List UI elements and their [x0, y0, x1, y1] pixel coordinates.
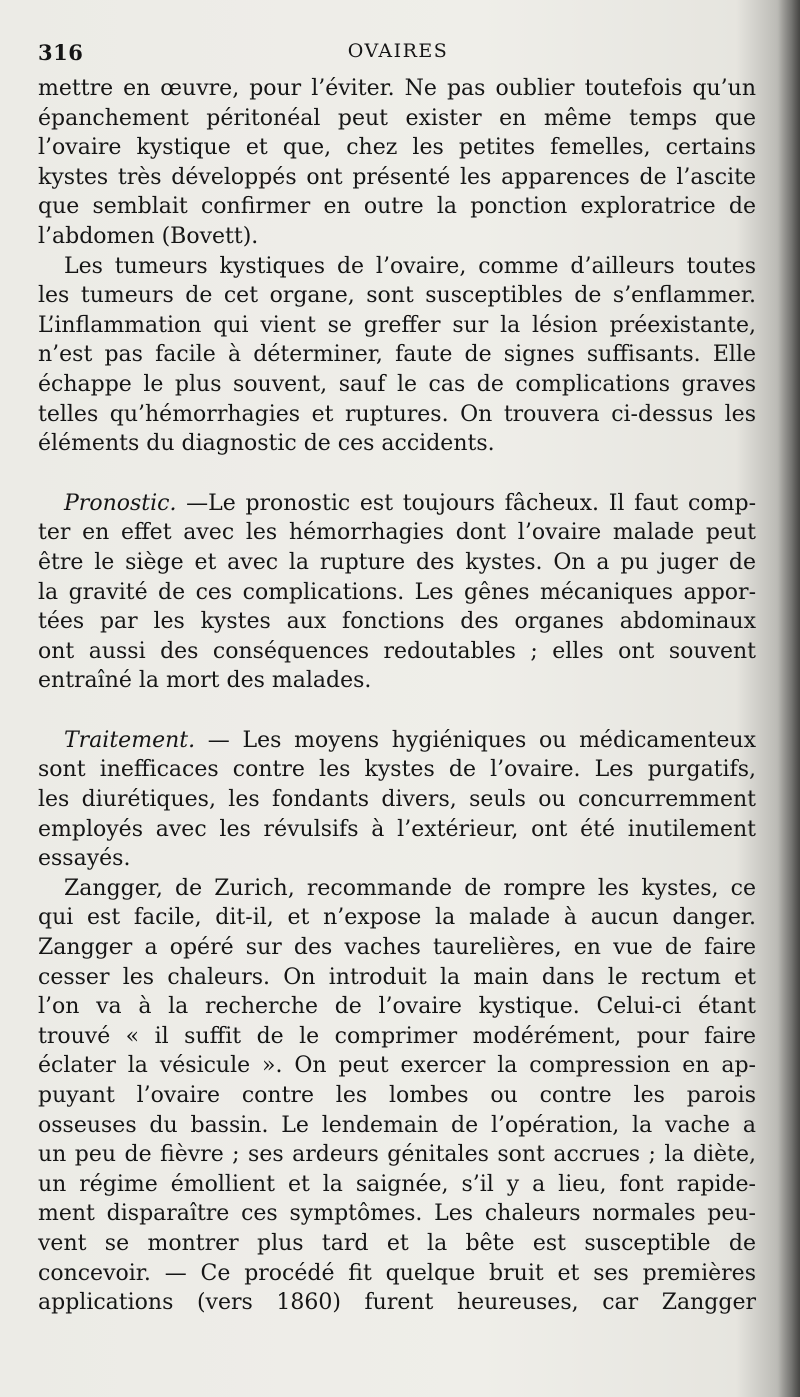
section-gap	[38, 696, 756, 726]
text-line: vent se montrer plus tard et la bête est susceptible de	[38, 1230, 756, 1256]
section-heading-pronostic: Pronostic.	[64, 490, 177, 516]
section-text: — Les moyens hygiéniques ou médicamenteux	[195, 727, 756, 753]
text-line: éléments du diagnostic de ces accidents.	[38, 431, 495, 457]
text-line: n’est pas facile à déterminer, faute de signes suffisants. Elle	[38, 342, 756, 368]
text-line: Zangger, de Zurich, recommande de rompre les kystes, ce	[64, 875, 756, 901]
text-line: trouvé « il suffit de le comprimer modérément, pour faire	[38, 1023, 756, 1049]
text-line: telles qu’hémorrhagies et ruptures. On trouvera ci-dessus les	[38, 401, 756, 427]
text-line: ment disparaître ces symptômes. Les chaleurs normales peu-	[38, 1201, 756, 1227]
text-line: ter en effet avec les hémorrhagies dont l’ovaire malade peut	[38, 520, 756, 546]
text-line: tées par les kystes aux fonctions des organes abdominaux	[38, 609, 756, 635]
body-text	[38, 74, 756, 1318]
text-line: éclater la vésicule ». On peut exercer la compression en ap-	[38, 1053, 756, 1079]
paragraph-ascite	[38, 74, 756, 252]
text-line: kystes très développés ont présenté les apparences de l’ascite	[38, 164, 756, 190]
section-text: —Le pronostic est toujours fâcheux. Il faut comp-	[176, 490, 756, 516]
text-line: applications (vers 1860) furent heureuses, car Zangger	[38, 1290, 756, 1316]
text-line: l’abdomen (Bovett).	[38, 223, 259, 249]
text-line: épanchement péritonéal peut exister en même temps que	[38, 105, 756, 131]
text-line: Les tumeurs kystiques de l’ovaire, comme d’ailleurs toutes	[64, 253, 756, 279]
text-line: essayés.	[38, 846, 131, 872]
page-header	[38, 40, 758, 70]
text-line: ont aussi des conséquences redoutables ; elles ont souvent	[38, 638, 756, 664]
text-line	[38, 726, 756, 756]
paragraph-inflammation	[38, 252, 756, 459]
text-line: concevoir. — Ce procédé fit quelque bruit et ses premières	[38, 1260, 756, 1286]
text-line: échappe le plus souvent, sauf le cas de complications graves	[38, 371, 756, 397]
text-line: la gravité de ces complications. Les gênes mécaniques appor-	[38, 579, 756, 605]
text-line: être le siège et avec la rupture des kystes. On a pu juger de	[38, 549, 756, 575]
section-traitement	[38, 726, 756, 874]
paragraph-zangger	[38, 874, 756, 1318]
text-line: qui est facile, dit-il, et n’expose la malade à aucun danger.	[38, 905, 756, 931]
text-line: l’on va à la recherche de l’ovaire kystique. Celui-ci étant	[38, 994, 756, 1020]
text-line: que semblait confirmer en outre la ponction exploratrice de	[38, 194, 756, 220]
running-title: OVAIRES	[347, 40, 449, 62]
text-line: un régime émollient et la saignée, s’il y a lieu, font rapide-	[38, 1171, 756, 1197]
text-line: osseuses du bassin. Le lendemain de l’opération, la vache a	[38, 1112, 756, 1138]
text-line: les tumeurs de cet organe, sont susceptibles de s’enflammer.	[38, 283, 756, 309]
text-line: employés avec les révulsifs à l’extérieur, ont été inutilement	[38, 816, 756, 842]
section-pronostic	[38, 489, 756, 696]
text-line: entraîné la mort des malades.	[38, 668, 372, 694]
section-heading-traitement: Traitement.	[64, 727, 196, 753]
text-line: Zangger a opéré sur des vaches taurelières, en vue de faire	[38, 935, 756, 961]
text-line: cesser les chaleurs. On introduit la main dans le rectum et	[38, 964, 756, 990]
text-line: l’ovaire kystique et que, chez les petites femelles, certains	[38, 135, 756, 161]
text-line: puyant l’ovaire contre les lombes ou contre les parois	[38, 1083, 756, 1108]
text-line: L’inflammation qui vient se greffer sur la lésion préexistante,	[38, 312, 756, 338]
text-line: mettre en œuvre, pour l’éviter. Ne pas oublier toutefois qu’un	[38, 76, 756, 101]
page-number: 316	[38, 40, 84, 65]
page-edge-shadow	[778, 0, 800, 1397]
text-line: sont inefficaces contre les kystes de l’ovaire. Les purgatifs,	[38, 757, 756, 783]
text-line: un peu de fièvre ; ses ardeurs génitales sont accrues ; la diète,	[38, 1142, 756, 1168]
text-line	[38, 489, 756, 519]
section-gap	[38, 459, 756, 489]
text-line: les diurétiques, les fondants divers, seuls ou concurremment	[38, 787, 756, 813]
